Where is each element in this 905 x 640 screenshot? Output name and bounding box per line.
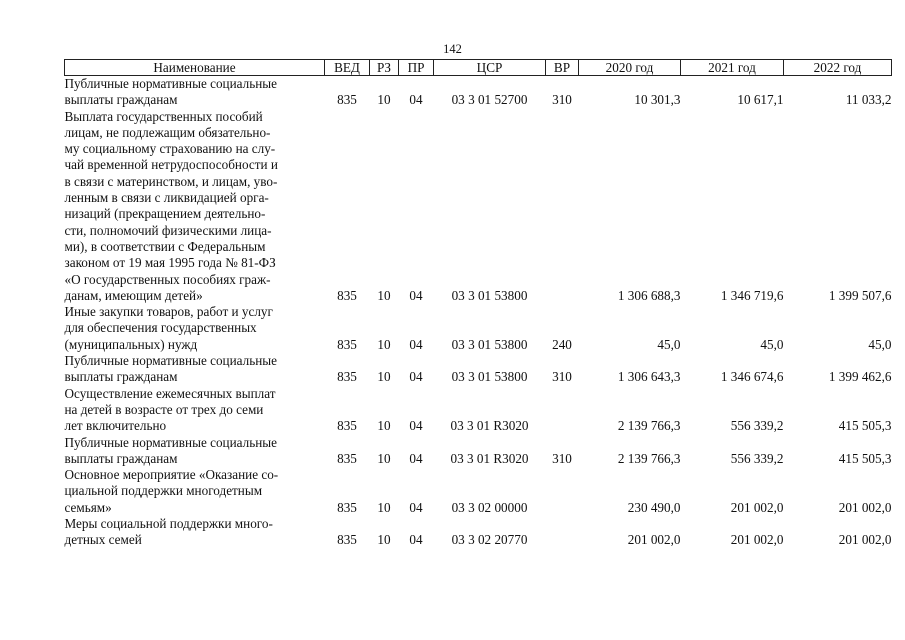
header-pr: ПР [399, 60, 434, 76]
row-2021: 1 346 674,6 [720, 369, 784, 385]
row-2020: 45,0 [657, 336, 681, 352]
row-name-line: для обеспечения государственных [64, 320, 257, 336]
row-name [65, 435, 325, 468]
row-csr: 03 3 01 53800 [451, 336, 528, 352]
row-ved: 835 [337, 92, 357, 108]
row-vr [546, 109, 579, 305]
header-csr: ЦСР [434, 60, 546, 76]
row-name-line: Публичные нормативные социальные [64, 353, 277, 369]
row-rz: 10 [377, 450, 391, 466]
row-name [65, 467, 325, 516]
row-pr: 04 [409, 450, 423, 466]
row-2021: 10 617,1 [737, 92, 784, 108]
row-vr: 310 [552, 450, 572, 466]
header-ved: ВЕД [325, 60, 370, 76]
row-name [65, 353, 325, 386]
row-name-line: Публичные нормативные социальные [64, 76, 277, 91]
row-name-line: ми), в соответствии с Федеральным [64, 238, 266, 254]
row-2021: 201 002,0 [730, 532, 784, 548]
row-pr: 04 [409, 287, 423, 303]
row-name-line: семьям» [64, 499, 112, 515]
row-2020: 201 002,0 [627, 532, 681, 548]
table-row [65, 353, 892, 386]
row-ved: 835 [337, 418, 357, 434]
row-name-line: данам, имеющим детей» [64, 287, 203, 303]
row-pr: 04 [409, 499, 423, 515]
row-2020: 1 306 643,3 [617, 369, 681, 385]
row-rz: 10 [377, 369, 391, 385]
row-ved: 835 [337, 369, 357, 385]
row-2022: 45,0 [868, 336, 892, 352]
row-rz: 10 [377, 336, 391, 352]
table-row [65, 109, 892, 305]
row-2022: 415 505,3 [838, 418, 892, 434]
row-name-line: Иные закупки товаров, работ и услуг [64, 304, 273, 320]
row-pr: 04 [409, 92, 423, 108]
row-name [65, 304, 325, 353]
row-2020: 230 490,0 [627, 499, 681, 515]
row-csr: 03 3 02 00000 [451, 499, 528, 515]
row-name-line: детных семей [64, 532, 142, 548]
row-ved: 835 [337, 336, 357, 352]
row-ved: 835 [337, 499, 357, 515]
header-2021: 2021 год [681, 60, 784, 76]
row-vr: 240 [552, 336, 572, 352]
table-body [65, 76, 892, 549]
row-2022: 1 399 507,6 [828, 287, 892, 303]
row-name-line: сти, полномочий физическими лица- [64, 222, 272, 238]
table-row [65, 304, 892, 353]
header-name: Наименование [65, 60, 325, 76]
row-name-line: Основное мероприятие «Оказание со- [64, 467, 279, 483]
header-row [65, 60, 892, 76]
row-pr: 04 [409, 532, 423, 548]
row-name-line: ленным в связи с ликвидацией орга- [64, 190, 269, 206]
row-vr [546, 467, 579, 516]
row-name-line: выплаты гражданам [64, 92, 178, 108]
row-name-line: на детей в возрасте от трех до семи [64, 401, 264, 417]
budget-table [64, 59, 892, 549]
row-csr: 03 3 01 R3020 [450, 418, 529, 434]
row-2021: 201 002,0 [730, 499, 784, 515]
header-vr: ВР [546, 60, 579, 76]
row-csr: 03 3 01 53800 [451, 287, 528, 303]
row-2022: 1 399 462,6 [828, 369, 892, 385]
table-row [65, 467, 892, 516]
row-2021: 45,0 [760, 336, 784, 352]
table-row [65, 76, 892, 109]
row-pr: 04 [409, 418, 423, 434]
row-name-line: выплаты гражданам [64, 369, 178, 385]
row-vr [546, 516, 579, 549]
row-2022: 201 002,0 [838, 499, 892, 515]
row-csr: 03 3 02 20770 [451, 532, 528, 548]
row-2021: 556 339,2 [730, 450, 784, 466]
row-name-line: чай временной нетрудоспособности и [64, 157, 278, 173]
row-ved: 835 [337, 287, 357, 303]
row-name-line: лет включительно [64, 418, 167, 434]
row-name-line: лицам, не подлежащим обязательно- [64, 124, 271, 140]
header-2020: 2020 год [579, 60, 681, 76]
row-2022: 11 033,2 [845, 92, 892, 108]
row-name-line: в связи с материнством, и лицам, уво- [64, 173, 278, 189]
page-number: 142 [443, 42, 462, 56]
row-name-line: низаций (прекращением деятельно- [64, 206, 266, 222]
row-name [65, 76, 325, 109]
row-name [65, 109, 325, 305]
row-2020: 1 306 688,3 [617, 287, 681, 303]
row-rz: 10 [377, 418, 391, 434]
row-name-line: Меры социальной поддержки много- [64, 516, 273, 532]
row-name-line: циальной поддержки многодетным [64, 483, 263, 499]
row-csr: 03 3 01 R3020 [450, 450, 529, 466]
row-pr: 04 [409, 369, 423, 385]
row-rz: 10 [377, 92, 391, 108]
row-ved: 835 [337, 450, 357, 466]
row-name-line: Публичные нормативные социальные [64, 434, 277, 450]
row-csr: 03 3 01 52700 [451, 92, 528, 108]
row-name-line: му социальному страхованию на слу- [64, 141, 276, 157]
row-name-line: «О государственных пособиях граж- [64, 271, 271, 287]
row-2020: 2 139 766,3 [617, 450, 681, 466]
row-vr [546, 386, 579, 435]
row-name-line: (муниципальных) нужд [64, 336, 198, 352]
row-name-line: законом от 19 мая 1995 года № 81-ФЗ [64, 255, 276, 271]
table-row [65, 435, 892, 468]
table-row [65, 386, 892, 435]
row-2021: 1 346 719,6 [720, 287, 784, 303]
row-rz: 10 [377, 499, 391, 515]
row-rz: 10 [377, 532, 391, 548]
header-rz: РЗ [370, 60, 399, 76]
row-name [65, 386, 325, 435]
row-2022: 415 505,3 [838, 450, 892, 466]
header-2022: 2022 год [784, 60, 892, 76]
row-2020: 10 301,3 [634, 92, 681, 108]
row-name-line: Выплата государственных пособий [64, 108, 263, 124]
row-2021: 556 339,2 [730, 418, 784, 434]
row-vr: 310 [552, 92, 572, 108]
row-vr: 310 [552, 369, 572, 385]
row-rz: 10 [377, 287, 391, 303]
row-csr: 03 3 01 53800 [451, 369, 528, 385]
table-row [65, 516, 892, 549]
row-name-line: выплаты гражданам [64, 450, 178, 466]
row-ved: 835 [337, 532, 357, 548]
row-pr: 04 [409, 336, 423, 352]
row-2020: 2 139 766,3 [617, 418, 681, 434]
row-2022: 201 002,0 [838, 532, 892, 548]
row-name-line: Осуществление ежемесячных выплат [64, 385, 276, 401]
row-name [65, 516, 325, 549]
